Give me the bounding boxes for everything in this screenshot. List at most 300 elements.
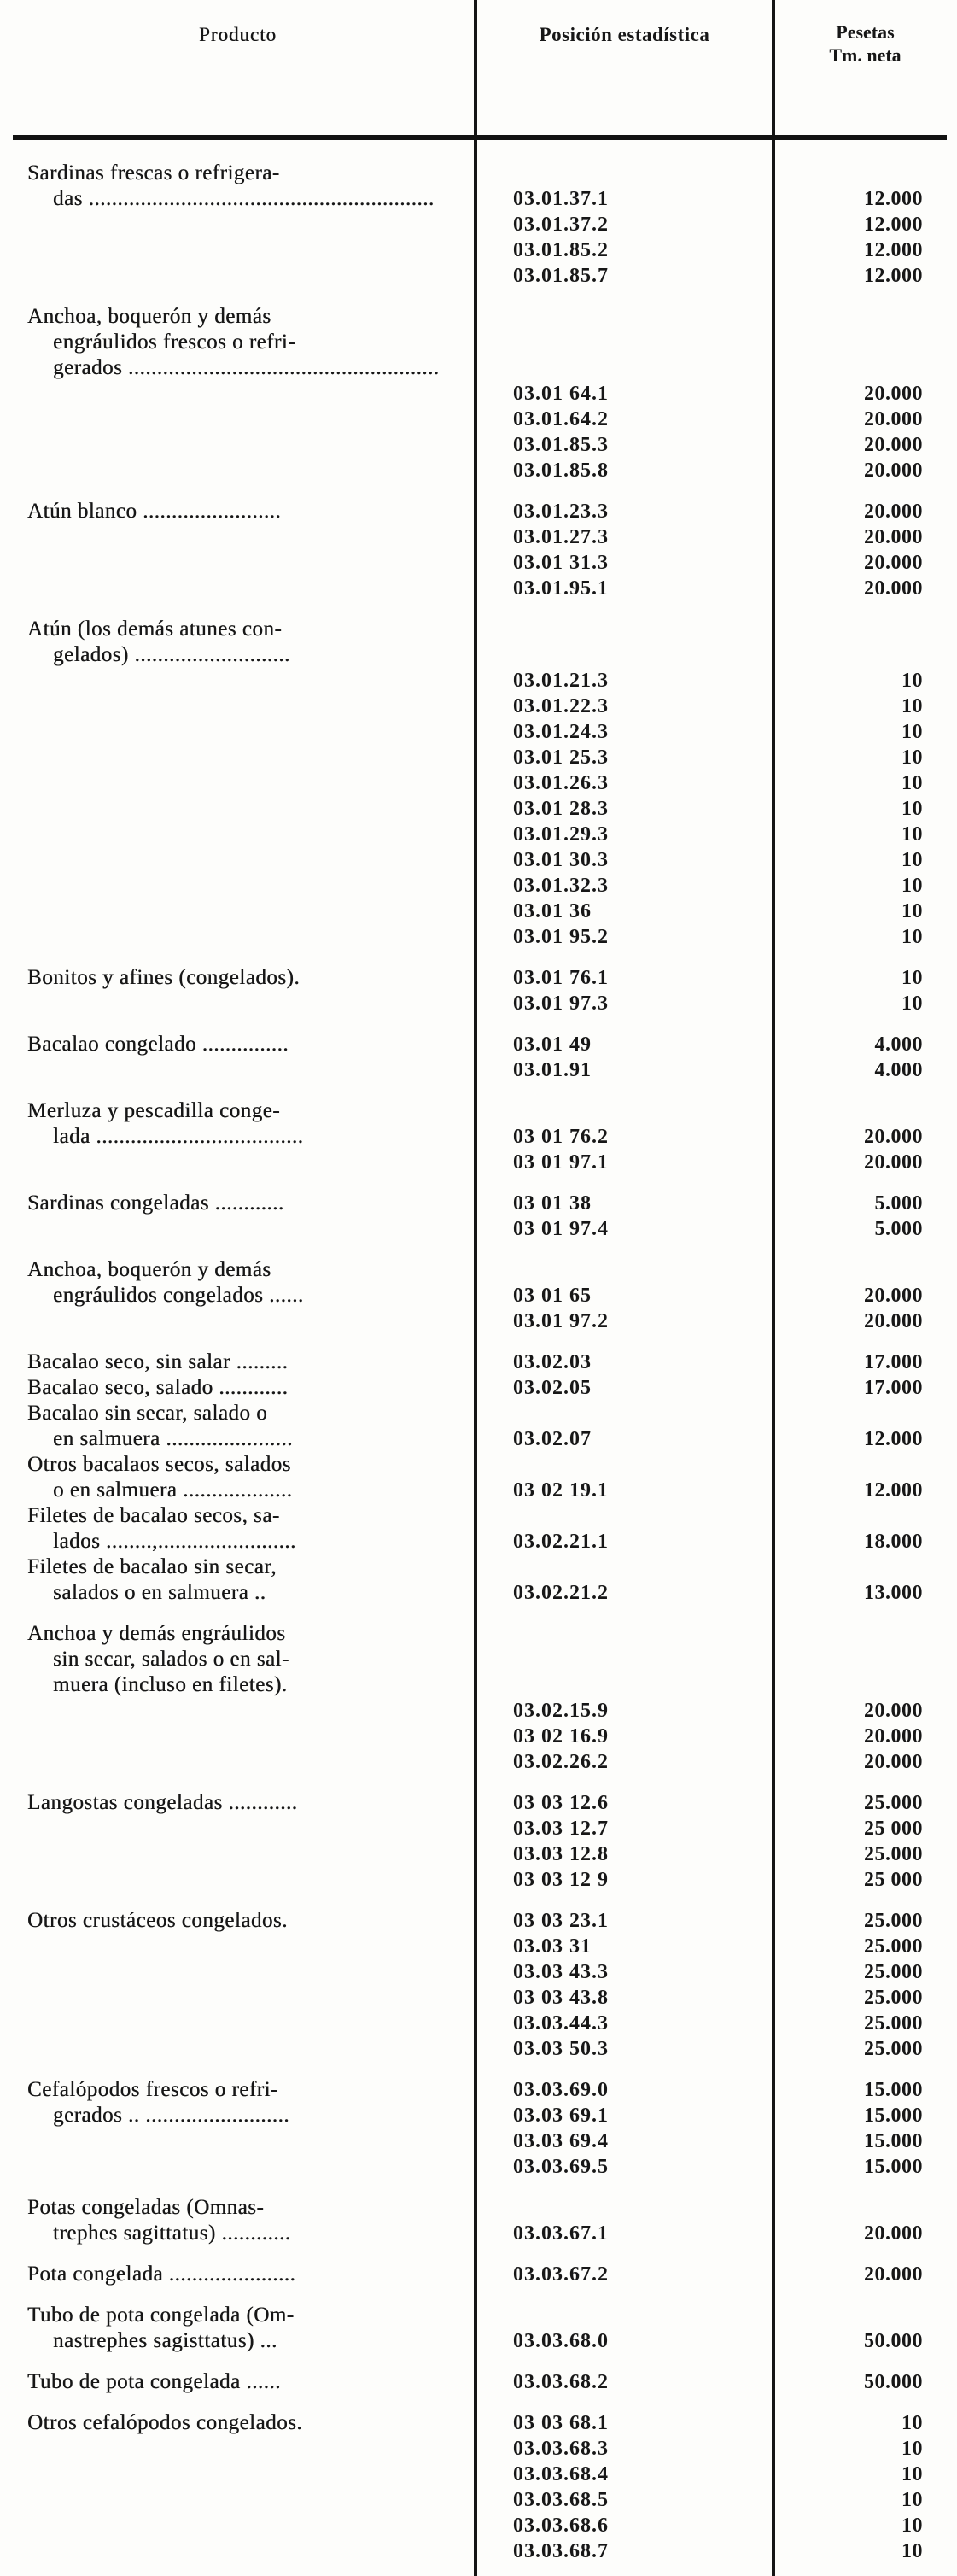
table-row — [0, 1529, 957, 1554]
pesetas-value: 13.000 — [864, 1582, 923, 1604]
table-row — [0, 1191, 957, 1216]
statistical-position-code: 03.03.68.7 — [513, 2540, 609, 2562]
product-name-line — [0, 550, 476, 576]
pesetas-value: 12.000 — [864, 1479, 923, 1502]
table-row — [0, 2410, 957, 2436]
product-name-line — [0, 1216, 476, 1242]
pesetas-value: 20.000 — [864, 2222, 923, 2245]
statistical-position-code: 03.01.95.1 — [513, 577, 609, 600]
product-name-line: Bacalao seco, salado ............ — [27, 1376, 289, 1399]
table-row — [0, 1554, 957, 1580]
header-rule — [13, 135, 947, 140]
pesetas-value: 20.000 — [864, 1725, 923, 1748]
pesetas-value: 20.000 — [864, 501, 923, 523]
statistical-position-code — [476, 642, 773, 668]
product-name-line — [0, 432, 476, 458]
statistical-position-code: 03.01.21.3 — [513, 670, 609, 692]
table-row — [0, 2513, 957, 2538]
pesetas-value — [773, 642, 957, 668]
pesetas-value: 20.000 — [864, 1700, 923, 1722]
product-name-line: engráulidos frescos o refri- — [53, 331, 296, 354]
pesetas-value: 10 — [902, 2489, 923, 2511]
table-row — [0, 873, 957, 899]
product-name-line: salados o en salmuera .. — [53, 1581, 266, 1604]
table-row — [0, 2154, 957, 2180]
pesetas-value: 12.000 — [864, 239, 923, 261]
pesetas-value: 15.000 — [864, 2156, 923, 2178]
product-name-line: sin secar, salados o en sal- — [53, 1648, 289, 1671]
product-group — [0, 1790, 957, 1893]
pesetas-value: 50.000 — [864, 2330, 923, 2352]
table-row — [0, 212, 957, 237]
statistical-position-code — [476, 1621, 773, 1647]
pesetas-value: 25.000 — [864, 1961, 923, 1983]
product-name-line — [0, 1724, 476, 1749]
table-row — [0, 1401, 957, 1426]
statistical-position-code: 03.01 95.2 — [513, 926, 609, 948]
statistical-position-code: 03.02.26.2 — [513, 1751, 609, 1773]
product-name-line: gelados) ........................... — [53, 643, 290, 666]
table-row — [0, 1124, 957, 1150]
product-name-line — [0, 899, 476, 924]
product-name-line: Bonitos y afines (congelados). — [27, 966, 301, 989]
pesetas-value: 20.000 — [864, 577, 923, 600]
statistical-position-code: 03.03.67.2 — [513, 2263, 609, 2286]
product-name-line — [0, 822, 476, 847]
pesetas-value: 25.000 — [864, 1935, 923, 1958]
statistical-position-code: 03.01.37.2 — [513, 214, 609, 236]
pesetas-value: 10 — [902, 746, 923, 769]
table-row — [0, 2077, 957, 2103]
pesetas-value — [773, 330, 957, 355]
pesetas-value — [773, 1647, 957, 1672]
pesetas-value: 25.000 — [864, 2038, 923, 2060]
product-name-line — [0, 2513, 476, 2538]
product-name-line: Atún blanco ........................ — [27, 500, 282, 523]
pesetas-value: 12.000 — [864, 265, 923, 287]
table-row — [0, 719, 957, 745]
product-name-line — [0, 745, 476, 770]
statistical-position-code: 03.03 12.7 — [513, 1818, 609, 1840]
table-row — [0, 1580, 957, 1606]
table-row — [0, 1032, 957, 1057]
table-row — [0, 796, 957, 822]
product-name-line — [0, 237, 476, 263]
statistical-position-code: 03 03 68.1 — [513, 2412, 609, 2434]
table-row — [0, 2195, 957, 2221]
product-name-line — [0, 1308, 476, 1334]
table-row — [0, 1057, 957, 1083]
statistical-position-code: 03.02.03 — [513, 1351, 592, 1373]
table-row — [0, 924, 957, 950]
pesetas-value: 10 — [902, 721, 923, 743]
table-row — [0, 617, 957, 642]
product-name-line: Sardinas congeladas ............ — [27, 1191, 284, 1215]
pesetas-value: 15.000 — [864, 2079, 923, 2101]
statistical-position-code: 03.01.23.3 — [513, 501, 609, 523]
pesetas-value: 10 — [902, 2463, 923, 2485]
statistical-position-code: 03.01.85.7 — [513, 265, 609, 287]
product-group — [0, 499, 957, 601]
statistical-position-code: 03.01.22.3 — [513, 695, 609, 717]
table-row — [0, 1959, 957, 1985]
product-name-line — [0, 2154, 476, 2180]
table-row — [0, 432, 957, 458]
product-group — [0, 2077, 957, 2180]
table-row — [0, 2538, 957, 2564]
product-name-line: das ............................................................ — [53, 187, 435, 210]
pesetas-value: 4.000 — [874, 1059, 923, 1081]
product-name-line: Filetes de bacalao sin secar, — [27, 1555, 277, 1578]
table-row — [0, 458, 957, 483]
pesetas-value — [773, 1257, 957, 1283]
pesetas-value: 17.000 — [864, 1351, 923, 1373]
product-name-line — [0, 2462, 476, 2487]
product-group — [0, 1375, 957, 1401]
statistical-position-code: 03.01 76.1 — [513, 967, 609, 989]
pesetas-value: 10 — [902, 967, 923, 989]
statistical-position-code: 03 02 19.1 — [513, 1479, 609, 1502]
statistical-position-code: 03.03.68.4 — [513, 2463, 609, 2485]
statistical-position-code: 03.01 49 — [513, 1033, 592, 1056]
statistical-position-code: 03 02 16.9 — [513, 1725, 609, 1748]
statistical-position-code: 03.01 36 — [513, 900, 592, 922]
product-name-line: gerados .. ......................... — [53, 2104, 289, 2127]
statistical-position-code — [476, 1554, 773, 1580]
statistical-position-code — [476, 161, 773, 186]
product-name-line: muera (incluso en filetes). — [53, 1673, 288, 1696]
pesetas-value: 12.000 — [864, 188, 923, 210]
table-row — [0, 186, 957, 212]
table-row — [0, 1503, 957, 1529]
column-header-pesetas — [773, 20, 957, 67]
table-row — [0, 1478, 957, 1503]
table-row — [0, 2436, 957, 2462]
table-row — [0, 991, 957, 1016]
product-name-line: Bacalao seco, sin salar ......... — [27, 1350, 289, 1373]
table-row — [0, 1790, 957, 1816]
product-name-line: Langostas congeladas ............ — [27, 1791, 298, 1814]
pesetas-value — [773, 1672, 957, 1698]
product-name-line — [0, 694, 476, 719]
product-group — [0, 2303, 957, 2354]
table-row — [0, 1934, 957, 1959]
statistical-position-code — [476, 617, 773, 642]
table-row — [0, 1283, 957, 1308]
table-row — [0, 2262, 957, 2287]
table-row — [0, 1257, 957, 1283]
table-row — [0, 381, 957, 407]
table-row — [0, 355, 957, 381]
statistical-position-code: 03.01.37.1 — [513, 188, 609, 210]
product-name-line: Atún (los demás atunes con- — [27, 618, 283, 641]
pesetas-value — [773, 2195, 957, 2221]
statistical-position-code: 03.03.68.3 — [513, 2438, 609, 2460]
table-row — [0, 965, 957, 991]
pesetas-value: 5.000 — [874, 1218, 923, 1240]
statistical-position-code: 03.02.15.9 — [513, 1700, 609, 1722]
pesetas-value: 10 — [902, 772, 923, 794]
product-group — [0, 304, 957, 483]
product-name-line — [0, 770, 476, 796]
pesetas-value: 10 — [902, 926, 923, 948]
column-header-posicion-estadistica: Posición estadística — [539, 24, 710, 45]
table-row — [0, 304, 957, 330]
pesetas-value: 17.000 — [864, 1377, 923, 1399]
statistical-position-code: 03.01.26.3 — [513, 772, 609, 794]
pesetas-value: 25.000 — [864, 1843, 923, 1865]
pesetas-value: 10 — [902, 900, 923, 922]
table-row — [0, 694, 957, 719]
statistical-position-code: 03.03 69.4 — [513, 2130, 609, 2152]
pesetas-value: 10 — [902, 670, 923, 692]
product-name-line: Sardinas frescas o refrigera- — [27, 161, 280, 184]
pesetas-value: 20.000 — [864, 1285, 923, 1307]
pesetas-value: 10 — [902, 2515, 923, 2537]
pesetas-value — [773, 1554, 957, 1580]
table-row — [0, 2487, 957, 2513]
product-name-line — [0, 873, 476, 899]
pesetas-value — [773, 1503, 957, 1529]
table-row — [0, 1672, 957, 1698]
pesetas-value: 25 000 — [864, 1818, 923, 1840]
pesetas-value — [773, 355, 957, 381]
statistical-position-code — [476, 1503, 773, 1529]
product-name-line — [0, 1749, 476, 1775]
product-name-line — [0, 668, 476, 694]
table-row — [0, 1375, 957, 1401]
statistical-position-code: 03.03.68.2 — [513, 2371, 609, 2393]
product-group — [0, 1621, 957, 1775]
product-name-line — [0, 796, 476, 822]
table-row — [0, 1908, 957, 1934]
table-row — [0, 2011, 957, 2036]
product-name-line — [0, 407, 476, 432]
pesetas-value — [773, 2303, 957, 2328]
product-name-line: Tubo de pota congelada (Om- — [27, 2304, 295, 2327]
product-name-line — [0, 2128, 476, 2154]
product-group — [0, 1503, 957, 1554]
table-row — [0, 1985, 957, 2011]
product-name-line: o en salmuera ................... — [53, 1478, 293, 1502]
statistical-position-code: 03.01 64.1 — [513, 383, 609, 405]
statistical-position-code — [476, 1452, 773, 1478]
product-name-line: Bacalao sin secar, salado o — [27, 1402, 268, 1425]
statistical-position-code — [476, 1257, 773, 1283]
table-row — [0, 263, 957, 289]
statistical-position-code: 03 03 43.8 — [513, 1987, 609, 2009]
statistical-position-code: 03 03 12 9 — [513, 1869, 609, 1891]
product-name-line: Potas congeladas (Omnas- — [27, 2196, 265, 2219]
table-row — [0, 1349, 957, 1375]
product-name-line — [0, 576, 476, 601]
pesetas-value — [773, 1098, 957, 1124]
pesetas-value: 25.000 — [864, 1910, 923, 1932]
table-row — [0, 1724, 957, 1749]
statistical-position-code: 03.03.44.3 — [513, 2012, 609, 2034]
product-group — [0, 2369, 957, 2395]
product-name-line — [0, 1867, 476, 1893]
table-row — [0, 1098, 957, 1124]
statistical-position-code: 03 01 76.2 — [513, 1126, 609, 1148]
product-name-line — [0, 2538, 476, 2564]
product-name-line: en salmuera ...................... — [53, 1427, 293, 1450]
product-name-line — [0, 524, 476, 550]
product-name-line: Otros bacalaos secos, salados — [27, 1453, 291, 1476]
statistical-position-code: 03 01 38 — [513, 1192, 592, 1215]
product-name-line — [0, 2487, 476, 2513]
column-header-pesetas-line2: Tm. neta — [829, 44, 902, 66]
product-name-line — [0, 1841, 476, 1867]
pesetas-value: 20.000 — [864, 460, 923, 482]
table-row — [0, 1867, 957, 1893]
product-group — [0, 2195, 957, 2246]
statistical-position-code: 03.03 69.1 — [513, 2105, 609, 2127]
product-group — [0, 1257, 957, 1334]
product-name-line — [0, 2436, 476, 2462]
table-row — [0, 1698, 957, 1724]
statistical-position-code: 03.01.91 — [513, 1059, 592, 1081]
statistical-position-code: 03.01.24.3 — [513, 721, 609, 743]
pesetas-value: 20.000 — [864, 434, 923, 456]
table-row — [0, 330, 957, 355]
product-name-line: engráulidos congelados ...... — [53, 1284, 304, 1307]
statistical-position-code: 03.01 97.2 — [513, 1310, 609, 1332]
statistical-position-code — [476, 1672, 773, 1698]
table-row — [0, 1647, 957, 1672]
statistical-position-code: 03.01.27.3 — [513, 526, 609, 548]
product-name-line — [0, 1057, 476, 1083]
statistical-position-code: 03.03.69.5 — [513, 2156, 609, 2178]
product-name-line — [0, 847, 476, 873]
product-name-line — [0, 719, 476, 745]
statistical-position-code: 03.01.32.3 — [513, 875, 609, 897]
pesetas-value — [773, 1621, 957, 1647]
pesetas-value: 20.000 — [864, 1126, 923, 1148]
table-row — [0, 2303, 957, 2328]
statistical-position-code: 03 01 65 — [513, 1285, 592, 1307]
table-row — [0, 1452, 957, 1478]
table-row — [0, 642, 957, 668]
pesetas-value — [773, 1452, 957, 1478]
product-name-line: gerados ...................................................... — [53, 356, 440, 379]
pesetas-value: 12.000 — [864, 214, 923, 236]
table-row — [0, 2036, 957, 2062]
table-row — [0, 1216, 957, 1242]
product-name-line: Filetes de bacalao secos, sa- — [27, 1504, 280, 1527]
pesetas-value: 10 — [902, 2540, 923, 2562]
product-name-line — [0, 1934, 476, 1959]
pesetas-value: 4.000 — [874, 1033, 923, 1056]
table-row — [0, 1426, 957, 1452]
product-name-line: Anchoa, boquerón y demás — [27, 1258, 271, 1281]
column-header-producto: Producto — [198, 24, 277, 45]
table-row — [0, 2462, 957, 2487]
statistical-position-code — [476, 330, 773, 355]
pesetas-value: 10 — [902, 849, 923, 871]
table-row — [0, 1749, 957, 1775]
product-name-line: nastrephes sagisttatus) ... — [53, 2329, 277, 2352]
product-group — [0, 2410, 957, 2564]
statistical-position-code: 03.03 12.8 — [513, 1843, 609, 1865]
statistical-position-code: 03.03 43.3 — [513, 1961, 609, 1983]
table-row — [0, 2328, 957, 2354]
product-group — [0, 1191, 957, 1242]
pesetas-value: 50.000 — [864, 2371, 923, 2393]
pesetas-value: 20.000 — [864, 383, 923, 405]
product-group — [0, 1032, 957, 1083]
statistical-position-code: 03.02.07 — [513, 1428, 592, 1450]
product-name-line: Pota congelada ...................... — [27, 2263, 296, 2286]
product-name-line — [0, 458, 476, 483]
product-name-line — [0, 1698, 476, 1724]
statistical-position-code: 03.03.69.0 — [513, 2079, 609, 2101]
product-name-line — [0, 1985, 476, 2011]
product-group — [0, 617, 957, 950]
pesetas-value: 20.000 — [864, 526, 923, 548]
table-row — [0, 499, 957, 524]
pesetas-value: 18.000 — [864, 1531, 923, 1553]
table-row — [0, 237, 957, 263]
table-row — [0, 2128, 957, 2154]
statistical-position-code: 03 01 97.1 — [513, 1151, 609, 1174]
pesetas-value — [773, 161, 957, 186]
product-group — [0, 1908, 957, 2062]
product-name-line — [0, 212, 476, 237]
statistical-position-code — [476, 355, 773, 381]
table-row — [0, 745, 957, 770]
pesetas-value: 20.000 — [864, 1751, 923, 1773]
pesetas-value: 25.000 — [864, 2012, 923, 2034]
product-name-line: Merluza y pescadilla conge- — [27, 1099, 281, 1122]
statistical-position-code — [476, 1401, 773, 1426]
product-group — [0, 965, 957, 1016]
pesetas-value: 25 000 — [864, 1869, 923, 1891]
pesetas-value: 20.000 — [864, 2263, 923, 2286]
table-row — [0, 1841, 957, 1867]
product-name-line: Bacalao congelado ............... — [27, 1033, 289, 1056]
statistical-position-code: 03.01 25.3 — [513, 746, 609, 769]
product-group — [0, 1401, 957, 1452]
pesetas-value: 10 — [902, 798, 923, 820]
statistical-position-code: 03.03 50.3 — [513, 2038, 609, 2060]
product-name-line — [0, 991, 476, 1016]
product-group — [0, 1098, 957, 1175]
product-group — [0, 1554, 957, 1606]
table-row — [0, 2103, 957, 2128]
table-row — [0, 1150, 957, 1175]
product-name-line: lados ........,........................ — [53, 1530, 296, 1553]
statistical-position-code: 03.02.21.2 — [513, 1582, 609, 1604]
statistical-position-code: 03.01.85.3 — [513, 434, 609, 456]
product-name-line — [0, 1150, 476, 1175]
statistical-position-code: 03 03 12.6 — [513, 1792, 609, 1814]
pesetas-value: 10 — [902, 823, 923, 846]
table-row — [0, 1816, 957, 1841]
pesetas-value: 15.000 — [864, 2130, 923, 2152]
product-name-line — [0, 263, 476, 289]
statistical-position-code: 03.01.29.3 — [513, 823, 609, 846]
pesetas-value — [773, 617, 957, 642]
product-name-line: Cefalópodos frescos o refri- — [27, 2078, 278, 2101]
statistical-position-code — [476, 1098, 773, 1124]
table-row — [0, 524, 957, 550]
pesetas-value: 10 — [902, 695, 923, 717]
table-row — [0, 847, 957, 873]
table-row — [0, 407, 957, 432]
statistical-position-code: 03.03.67.1 — [513, 2222, 609, 2245]
table-row — [0, 1621, 957, 1647]
